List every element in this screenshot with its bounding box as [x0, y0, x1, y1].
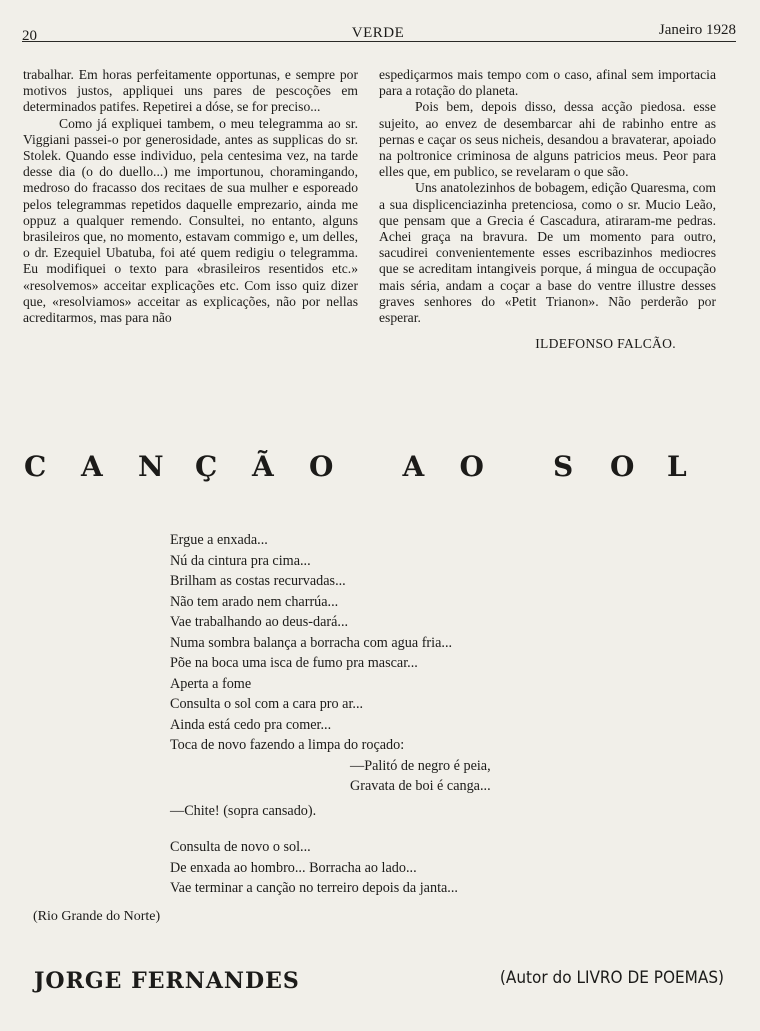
poem-exclamation: —Chite! (sopra cansado). [170, 802, 317, 819]
title-letter: C [24, 450, 47, 483]
publication-title: VERDE [351, 25, 405, 41]
paragraph: Uns anatolezinhos de bobagem, edição Quaresma, com a sua displicenciazinha pretenciosa, como o sr. Mucio Leão, que pensam que a Grecia é Cascadura, atiraram-me pedras. Achei graça na bravura. De um momento para outro, sacudirei convenientemente esses escribazinhos mediocres que se acreditam intangiveis porque, á mingua de occupação mais séria, andam a coçar a base do ventre illustre desses graves senhores do «Petit Trianon». Não perderão por esperar. [379, 180, 716, 326]
page-number: 20 [22, 28, 37, 44]
issue-date: Janeiro 1928 [658, 22, 736, 38]
title-letter: O [459, 450, 484, 483]
poem-line: Não tem arado nem charrúa... [170, 593, 339, 610]
title-letter: Ç [195, 450, 218, 483]
title-word [403, 450, 517, 483]
title-letter: O [309, 450, 334, 483]
title-letter: A [402, 450, 425, 483]
poem-place: (Rio Grande do Norte) [33, 909, 161, 924]
poem-line: Ergue a enxada... [170, 532, 268, 548]
title-word [24, 450, 366, 483]
poem-line: Vae terminar a canção no terreiro depois da janta... [170, 880, 458, 896]
article-signature: ILDEFONSO FALCÃO. [535, 336, 676, 352]
paragraph: Pois bem, depois disso, dessa acção piedosa. esse sujeito, ao envez de desembarcar ahi de rabinho entre as pernas e caçar os seus nicheis, desandou a bravaterar, apoiado na poltronice criminosa de alguns patricios meus. Peor para elles que, em publico, se revelaram o que são. [379, 99, 716, 180]
paragraph: Como já expliquei tambem, o meu telegramma ao sr. Viggiani passei-o por generosidade, antes as supplicas do sr. Stolek. Quando esse individuo, pela centesima vez, na tarde desse dia (o do duello...) me importunou, choramingando, medroso do fracasso dos recitaes de sua mulher e esporeado pelos telegrammas repetidos daquelle emprezario, ainda me oppuz a qualquer remendo. Consultei, no entanto, alguns brasileiros que, no momento, estavam commigo e, um delles, o dr. Ezequiel Ubatuba, foi até quem redigiu o telegramma. Eu modifiquei o texto para «brasileiros resentidos etc.» «resolvemos» acceitar explicações etc. Com isso quiz dizer que, «resolviamos» acceitar as explicações, não por nellas acreditarmos, mas para não [23, 115, 358, 326]
poem-line: Vae trabalhando ao deus-dará... [170, 614, 349, 630]
title-letter: L [667, 450, 687, 483]
title-letter: Ã [252, 450, 274, 483]
poem-line: De enxada ao hombro... Borracha ao lado... [170, 859, 417, 876]
poem-title [24, 450, 724, 483]
header-rule [22, 41, 736, 42]
title-letter: A [81, 450, 103, 483]
paragraph: trabalhar. Em horas perfeitamente opportunas, e sempre por motivos justos, appliquei uns pares de pescoções em determinados patifes. Repetirei a dóse, se for preciso... [23, 67, 358, 115]
left-column [23, 67, 358, 326]
poem-line: Ainda está cedo pra comer... [170, 716, 332, 733]
stanza-gap [170, 821, 590, 837]
title-letter: S [553, 450, 574, 483]
author-note: (Autor do LIVRO DE POEMAS) [499, 968, 724, 988]
poem-line: Consulta o sol com a cara pro ar... [170, 696, 364, 712]
poem-line: Numa sombra balança a borracha com agua fria... [170, 634, 453, 651]
poem-indented-line: Gravata de boi é canga... [350, 778, 491, 794]
poem-line: Toca de novo fazendo a limpa do roçado: [170, 737, 405, 753]
poem-author: JORGE FERNANDES [34, 968, 300, 994]
poem-body [170, 530, 590, 899]
poem-line: Põe na boca uma isca de fumo pra mascar... [170, 655, 418, 671]
title-letter: N [138, 450, 164, 483]
poem-line: Nú da cintura pra cima... [170, 552, 311, 569]
title-word [553, 450, 724, 483]
poem-line: Consulta de novo o sol... [170, 839, 311, 855]
poem-indented-line: —Palitó de negro é peia, [350, 757, 491, 774]
title-letter: O [610, 450, 635, 483]
right-column [379, 67, 716, 352]
page-header [20, 20, 736, 42]
paragraph: espediçarmos mais tempo com o caso, afinal sem importacia para a rotação do planeta. [379, 67, 716, 99]
poem-line: Aperta a fome [170, 675, 252, 692]
poem-line: Brilham as costas recurvadas... [170, 573, 346, 589]
